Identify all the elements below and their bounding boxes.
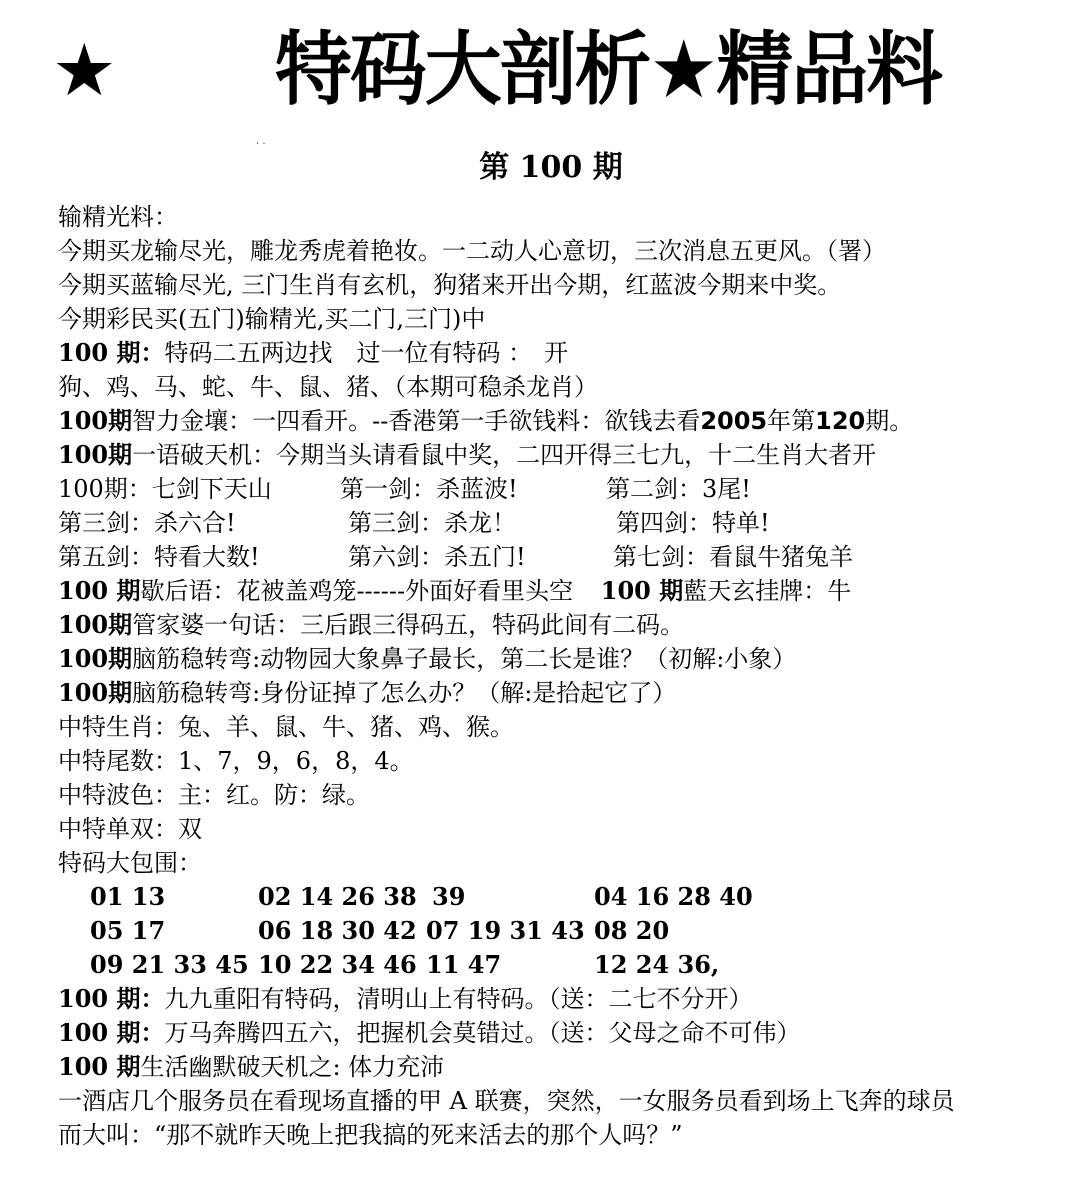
sword-cell: 第四剑：特单!: [616, 509, 770, 537]
number-group: 04 16 28 40: [594, 882, 753, 911]
text-line: 中特波色：主：红。防：绿。: [58, 781, 370, 809]
sword-cell: 第二剑：3尾!: [606, 475, 751, 503]
text-line: 今期买蓝输尽光, 三门生肖有玄机，狗猪来开出今期，红蓝波今期来中奖。: [58, 271, 842, 299]
number-group: 09 21 33 45: [90, 950, 249, 979]
sword-row: [58, 472, 1058, 506]
text-line: 狗、鸡、马、蛇、牛、鼠、猪、（本期可稳杀龙肖）: [58, 373, 598, 401]
line-text: 年第: [767, 407, 816, 435]
sword-cell: 第三剑：杀六合!: [58, 509, 236, 537]
period-label: 100 期：: [58, 338, 165, 367]
line-text: 一语破天机：今期当头请看鼠中奖，二四开得三七九，十二生肖大者开: [132, 441, 877, 469]
text-line: 特码大包围：: [58, 849, 202, 877]
sword-cell: 第三剑：杀龙！: [348, 509, 516, 537]
line-text: 藍天玄挂牌：牛: [683, 577, 852, 605]
sword-row: [58, 540, 1058, 574]
sword-cell: 第一剑：杀蓝波!: [340, 475, 518, 503]
text-line: [58, 1016, 1058, 1050]
text-line: 输精光料：: [58, 203, 178, 231]
sword-cell: 100期：七剑下天山: [58, 475, 272, 503]
text-line: 中特生肖：兔、羊、鼠、牛、猪、鸡、猴。: [58, 713, 514, 741]
issue-number: 第 100 期: [479, 150, 623, 185]
article-body: [58, 200, 1058, 1152]
text-line: 中特单双：双: [58, 815, 202, 843]
period-label: 100 期: [58, 576, 141, 605]
sword-cell: 第七剑：看鼠牛猪兔羊: [613, 543, 853, 571]
stray-dots: . .: [256, 136, 266, 147]
number-group: 06 18 30 42: [258, 916, 417, 945]
number-group: 08 20: [594, 916, 670, 945]
text-line: [58, 574, 1058, 608]
number-group: 10 22 34 46: [258, 950, 417, 979]
text-line: [58, 982, 1058, 1016]
page-title: 特码大剖析★精品料: [275, 23, 941, 116]
period-label: 100期: [58, 644, 133, 673]
line-text: 脑筋稳转弯:动物园大象鼻子最长，第二长是谁？（初解:小象）: [132, 645, 797, 673]
number-row: [58, 914, 1058, 948]
text-line: [58, 676, 1058, 710]
text-line: 而大叫：“那不就昨天晚上把我搞的死来活去的那个人吗？”: [58, 1121, 683, 1149]
period-label: 100期: [58, 678, 133, 707]
number-row: [58, 948, 1058, 982]
header: [0, 0, 1080, 147]
year-value: 2005: [700, 407, 768, 435]
number-group: 02 14 26 38: [258, 882, 417, 911]
number-group: 05 17: [90, 916, 166, 945]
text-line: [58, 1050, 1058, 1084]
issue-value: 120: [815, 407, 866, 435]
period-label: 100期: [58, 610, 133, 639]
line-text: 脑筋稳转弯:身份证掉了怎么办？（解:是拾起它了）: [132, 679, 677, 707]
period-label: 100 期：: [58, 1018, 165, 1047]
line-text: 歇后语：花被盖鸡笼------外面好看里头空: [140, 577, 574, 605]
line-text: 智力金壤：一四看开。--香港第一手欲钱料：欲钱去看: [132, 407, 701, 435]
star-icon: ★: [52, 28, 117, 112]
text-line: [58, 608, 1058, 642]
number-row: [58, 880, 1058, 914]
text-line: [58, 438, 1058, 472]
line-text: 特码二五两边找 过一位有特码 ： 开: [164, 339, 569, 367]
sword-cell: 第六剑：杀五门!: [348, 543, 526, 571]
text-line: [58, 336, 1058, 370]
text-line: [58, 642, 1058, 676]
text-line: 今期彩民买(五门)输精光,买二门,三门)中: [58, 305, 486, 333]
number-group: 07 19 31 43: [426, 916, 585, 945]
text-line: 一酒店几个服务员在看现场直播的甲 A 联赛，突然，一女服务员看到场上飞奔的球员: [58, 1087, 955, 1115]
line-text: 九九重阳有特码，清明山上有特码。（送：二七不分开）: [164, 985, 753, 1013]
line-text: 期。: [865, 407, 914, 435]
period-label: 100期: [58, 440, 133, 469]
line-text: 生活幽默破天机之: 体力充沛: [140, 1053, 445, 1081]
text-line: [58, 404, 1058, 438]
period-label: 100期: [58, 406, 133, 435]
number-group: 01 13: [90, 882, 166, 911]
period-label: 100 期: [58, 1052, 141, 1081]
text-line: 今期买龙输尽光，雕龙秀虎着艳妆。一二动人心意切，三次消息五更风。（署）: [58, 237, 886, 265]
sword-cell: 第五剑：特看大数!: [58, 543, 260, 571]
number-group: 39: [432, 882, 466, 911]
number-group: 11 47: [426, 950, 502, 979]
line-text: 管家婆一句话：三后跟三得码五，特码此间有二码。: [132, 611, 685, 639]
sword-row: [58, 506, 1058, 540]
line-text: 万马奔腾四五六，把握机会莫错过。（送：父母之命不可伟）: [164, 1019, 801, 1047]
number-group: 12 24 36,: [594, 950, 720, 979]
period-label: 100 期: [600, 576, 684, 605]
text-line: 中特尾数：1、7，9，6，8，4。: [58, 747, 414, 775]
period-label: 100 期：: [58, 984, 165, 1013]
